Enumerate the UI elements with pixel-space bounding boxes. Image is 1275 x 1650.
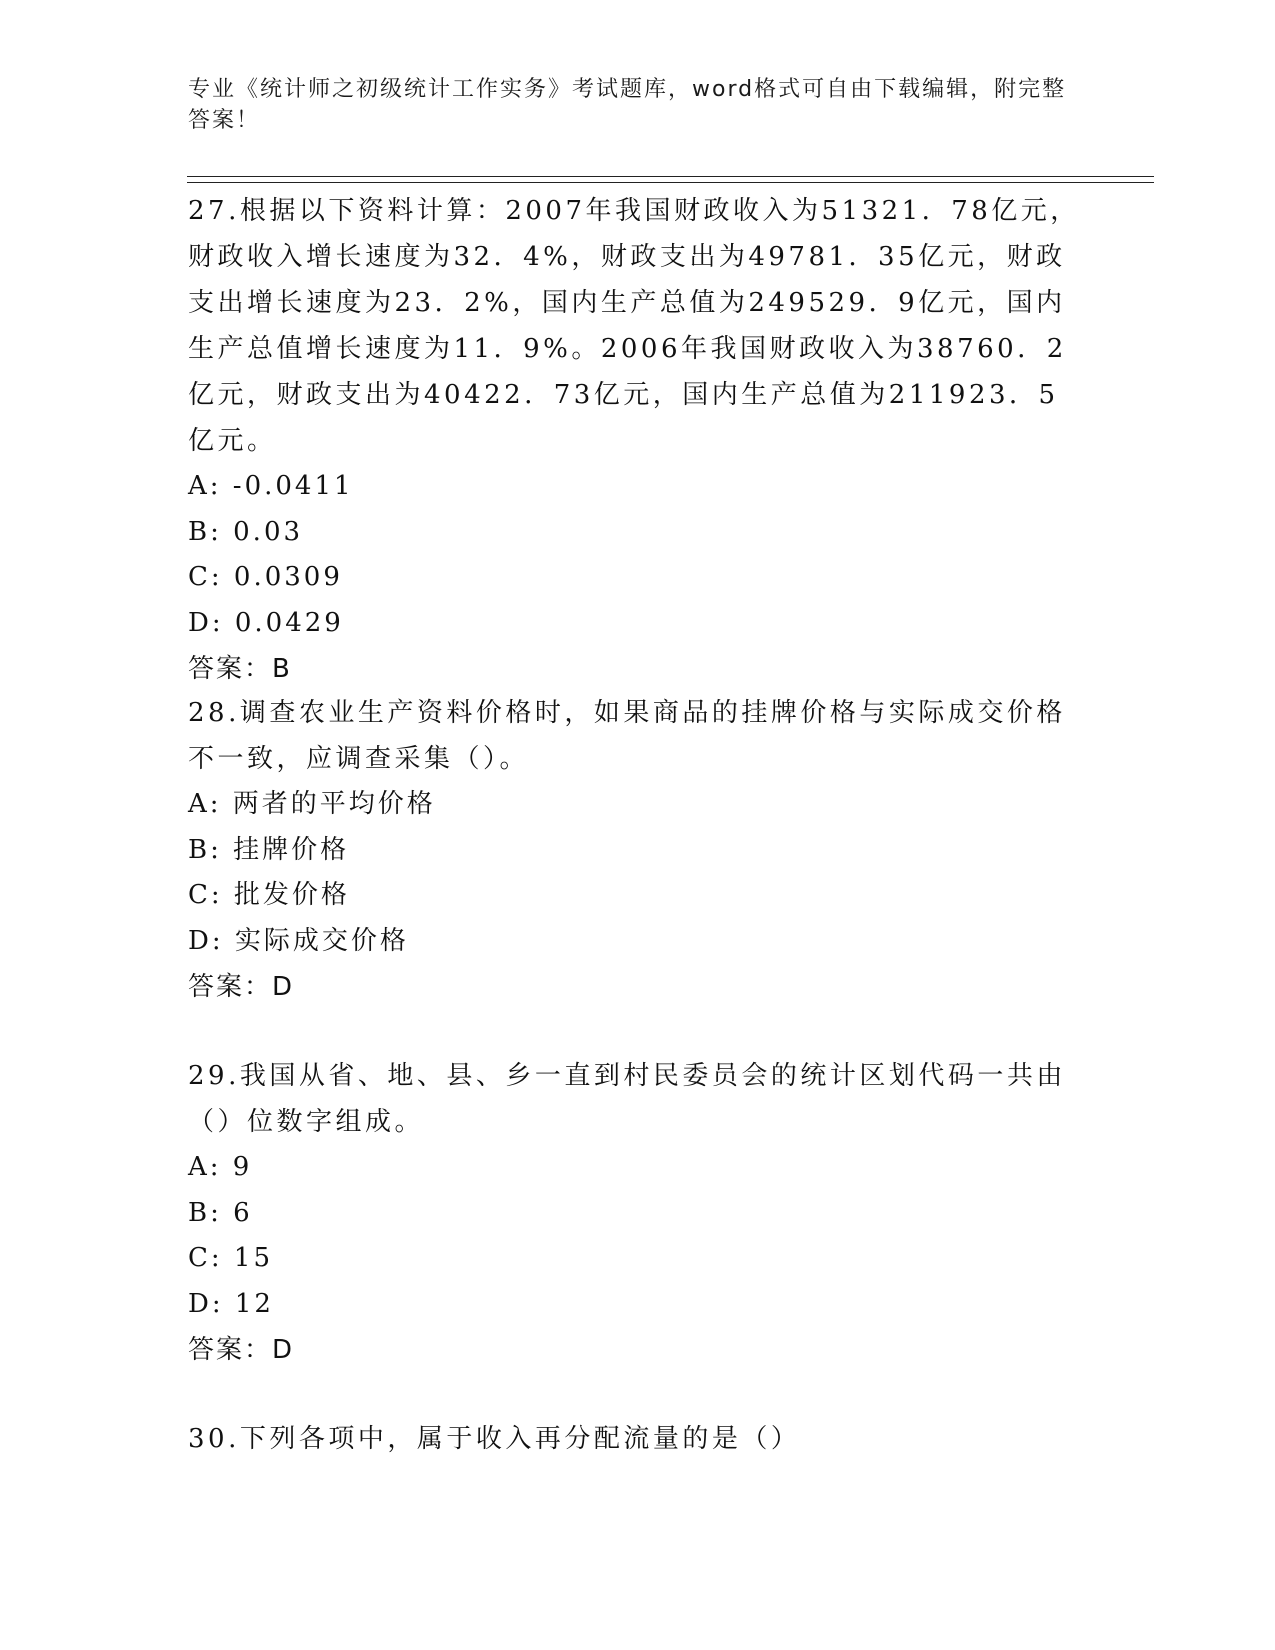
question-28 (188, 690, 1088, 1010)
question-stem: 30.下列各项中，属于收入再分配流量的是（） (188, 1424, 801, 1454)
option-c: C: 0.0309 (188, 562, 343, 592)
answer-label: 答案：D (188, 972, 295, 1002)
option-d: D: 12 (188, 1288, 274, 1319)
option-d: D: 0.0429 (188, 607, 344, 638)
option-d: D: 实际成交价格 (188, 925, 409, 956)
option-b: B: 6 (188, 1197, 253, 1228)
header-divider-bottom (187, 182, 1154, 183)
document-header: 专业《统计师之初级统计工作实务》考试题库，word格式可自由下载编辑，附完整答案！ (188, 77, 1067, 133)
header-divider-top (187, 176, 1154, 177)
question-27 (188, 188, 1088, 692)
option-a: A: 两者的平均价格 (188, 789, 436, 819)
question-29 (188, 1053, 1088, 1373)
option-b: B: 0.03 (188, 516, 304, 547)
answer-label: 答案：D (188, 1335, 295, 1365)
option-c: C: 15 (188, 1243, 274, 1273)
option-c: C: 批发价格 (188, 880, 350, 910)
question-stem: 29.我国从省、地、县、乡一直到村民委员会的统计区划代码一共由（）位数字组成。 (188, 1061, 1066, 1137)
question-30 (188, 1416, 1088, 1462)
question-stem: 27.根据以下资料计算：2007年我国财政收入为51321．78亿元，财政收入增长速度为32．4%，财政支出为49781．35亿元，财政支出增长速度为23．2%，国内生产总值为249529．9亿元，国内生产总值增长速度为11．9%。2006年我国财政收入为38760．2亿元，财政支出为40422．73亿元，国内生产总值为211923．5亿元。 (188, 196, 1080, 456)
option-a: A: 9 (188, 1152, 253, 1182)
option-b: B: 挂牌价格 (188, 834, 350, 865)
question-stem: 28.调查农业生产资料价格时，如果商品的挂牌价格与实际成交价格不一致，应调查采集（）。 (188, 698, 1066, 774)
answer-label: 答案：B (188, 654, 292, 684)
option-a: A: -0.0411 (188, 471, 354, 501)
